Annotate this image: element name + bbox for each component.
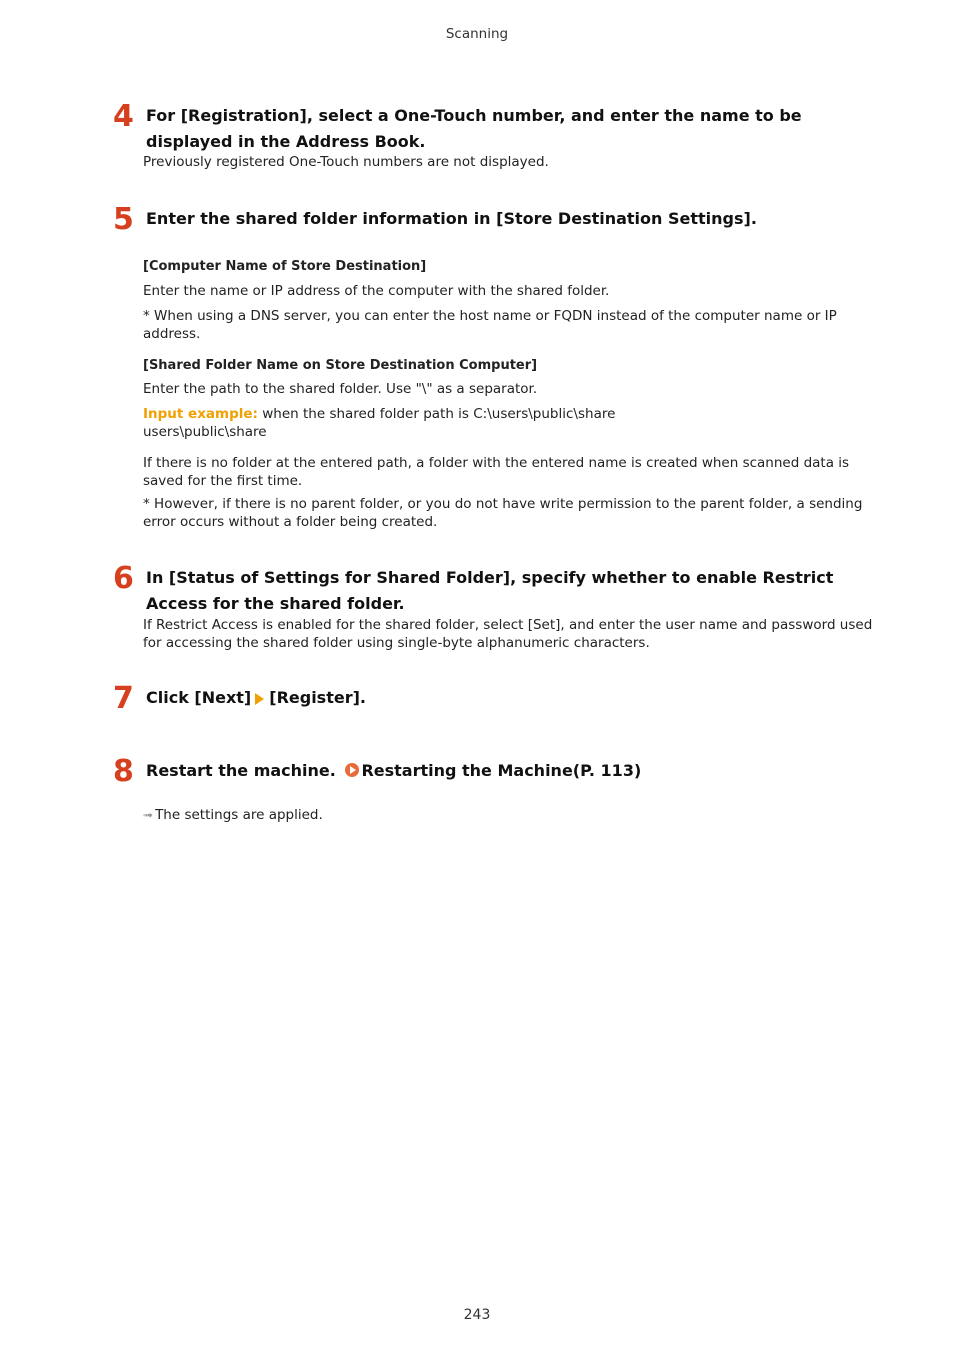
restart-machine-link-text: Restarting the Machine(P. 113) (361, 761, 642, 780)
step-number: 6 (113, 561, 134, 596)
step-result-text: The settings are applied. (155, 807, 323, 823)
parent-folder-note: * However, if there is no parent folder, or you do not have write permission to the parent folder, a sending error occurs without a folder being created. (143, 496, 863, 530)
page-number: 243 (463, 1307, 491, 1323)
step-title-register: [Register]. (269, 688, 366, 707)
step-title: For [Registration], select a One-Touch number, and enter the name to be displayed in the Address Book. (146, 106, 802, 151)
arrow-right-icon (255, 693, 264, 705)
no-folder-note: If there is no folder at the entered path, a folder with the entered name is created when scanned data is saved for the first time. (143, 455, 850, 489)
computer-name-description: Enter the name or IP address of the computer with the shared folder. (143, 283, 610, 299)
step-title-text: Restart the machine. (146, 761, 336, 780)
step-number: 7 (113, 681, 134, 716)
step-note: Previously registered One-Touch numbers are not displayed. (143, 154, 549, 170)
computer-name-note: * When using a DNS server, you can enter the host name or FQDN instead of the computer name or IP address. (143, 308, 837, 342)
step-title-next: Click [Next] (146, 688, 252, 707)
input-example-text: when the shared folder path is C:\users\public\share (257, 406, 616, 422)
input-example-label: Input example: (143, 406, 258, 422)
step-number: 4 (113, 99, 134, 134)
page-header-section: Scanning (445, 26, 509, 42)
restart-machine-link[interactable] (341, 761, 641, 780)
step-number: 8 (113, 754, 134, 789)
step-title (146, 685, 891, 711)
result-arrow-icon: ➟ (143, 808, 154, 822)
step-title (146, 758, 891, 784)
folder-name-heading: [Shared Folder Name on Store Destination Computer] (143, 358, 538, 373)
link-arrow-icon (345, 763, 359, 777)
step-title: Enter the shared folder information in [Store Destination Settings]. (146, 209, 757, 228)
input-example (143, 406, 888, 441)
folder-name-description: Enter the path to the shared folder. Use "\" as a separator. (143, 381, 538, 397)
step-number: 5 (113, 202, 134, 237)
computer-name-heading: [Computer Name of Store Destination] (143, 259, 427, 274)
step-title: In [Status of Settings for Shared Folder], specify whether to enable Restrict Access for the shared folder. (146, 568, 834, 613)
step-result (143, 807, 888, 825)
step-note: If Restrict Access is enabled for the shared folder, select [Set], and enter the user name and password used for accessing the shared folder using single-byte alphanumeric characters. (143, 617, 873, 651)
input-example-value: users\public\share (143, 423, 267, 440)
